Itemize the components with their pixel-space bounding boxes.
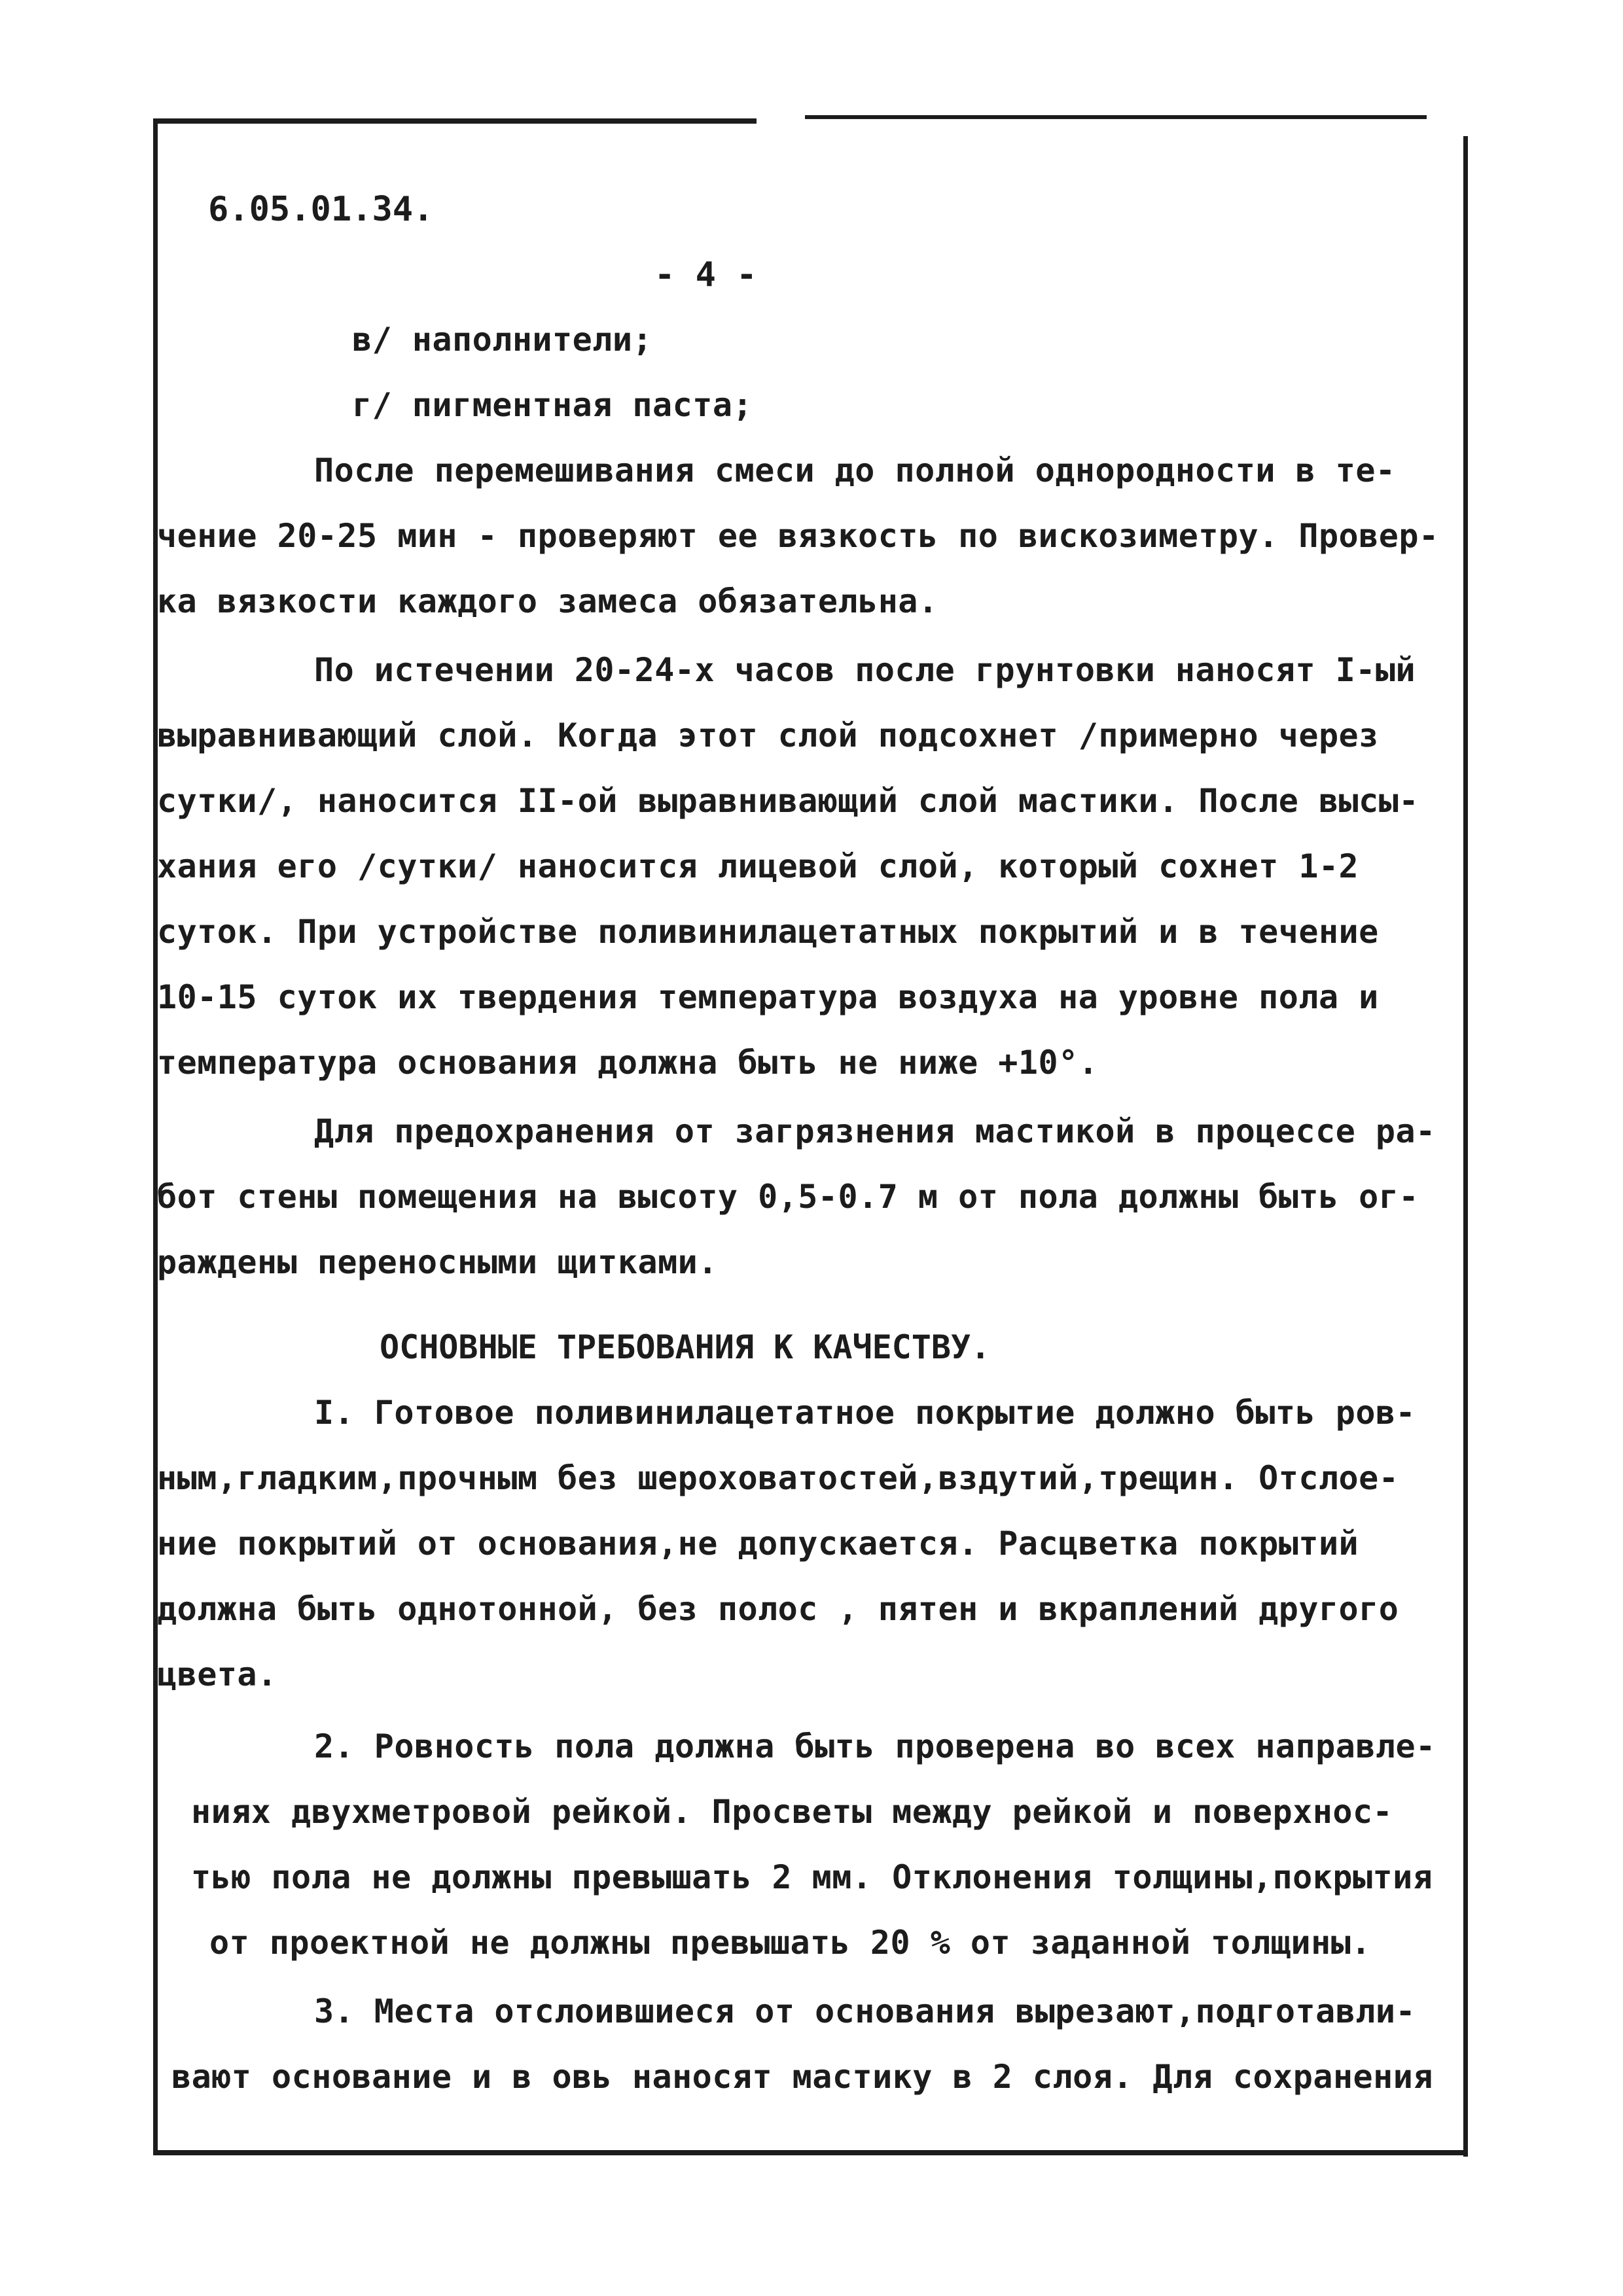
paragraph-line: тью пола не должны превышать 2 мм. Отклонения толщины,покрытия (191, 1858, 1433, 1896)
document-code: 6.05.01.34. (208, 190, 434, 229)
paragraph-line: ниях двухметровой рейкой. Просветы между рейкой и поверхнос- (191, 1793, 1393, 1831)
paragraph-line: от проектной не должны превышать 20 % от заданной толщины. (209, 1924, 1371, 1962)
page-number: - 4 - (654, 255, 757, 294)
frame-top-line (154, 118, 757, 124)
paragraph-line: После перемешивания смеси до полной однородности в те- (314, 451, 1396, 489)
paragraph-line: По истечении 20-24-х часов после грунтовки наносят I-ый (314, 651, 1416, 689)
paragraph-line: температура основания должна быть не ниже +10°. (157, 1044, 1099, 1082)
paragraph-line: суток. При устройстве поливинилацетатных покрытий и в течение (157, 913, 1379, 951)
frame-bottom-line (153, 2150, 1468, 2155)
paragraph-line: 3. Места отслоившиеся от основания вырезают,подготавли- (314, 1992, 1416, 2030)
paragraph-line: раждены переносными щитками. (157, 1243, 718, 1281)
frame-right-line (1463, 136, 1468, 2157)
frame-top-line-right (805, 115, 1427, 119)
paragraph-line: цвета. (157, 1655, 277, 1693)
frame-left-line (153, 118, 158, 2153)
paragraph-line: сутки/, наносится II-ой выравнивающий слой мастики. После высы- (157, 782, 1419, 820)
paragraph-line: I. Готовое поливинилацетатное покрытие должно быть ров- (314, 1394, 1416, 1432)
paragraph-line: 10-15 суток их твердения температура воздуха на уровне пола и (157, 978, 1379, 1016)
list-item: г/ пигментная паста; (352, 386, 753, 424)
paragraph-line: ние покрытий от основания,не допускается. Расцветка покрытий (157, 1525, 1359, 1563)
paragraph-line: должна быть однотонной, без полос , пятен и вкраплений другого (157, 1590, 1399, 1628)
paragraph-line: вают основание и в овь наносят мастику в 2 слоя. Для сохранения (171, 2058, 1433, 2096)
paragraph-line: ка вязкости каждого замеса обязательна. (157, 582, 938, 620)
paragraph-line: ным,гладким,прочным без шероховатостей,вздутий,трещин. Отслое- (157, 1459, 1399, 1497)
section-heading: ОСНОВНЫЕ ТРЕБОВАНИЯ К КАЧЕСТВУ. (380, 1328, 991, 1366)
list-item: в/ наполнители; (352, 321, 653, 359)
paragraph-line: Для предохранения от загрязнения мастикой в процессе ра- (314, 1112, 1436, 1150)
paragraph-line: выравнивающий слой. Когда этот слой подсохнет /примерно через (157, 716, 1379, 754)
paragraph-line: хания его /сутки/ наносится лицевой слой, который сохнет 1-2 (157, 847, 1359, 885)
paragraph-line: чение 20-25 мин - проверяют ее вязкость по вискозиметру. Провер- (157, 517, 1439, 555)
paragraph-line: бот стены помещения на высоту 0,5-0.7 м от пола должны быть ог- (157, 1178, 1419, 1216)
paragraph-line: 2. Ровность пола должна быть проверена во всех направле- (314, 1727, 1436, 1765)
